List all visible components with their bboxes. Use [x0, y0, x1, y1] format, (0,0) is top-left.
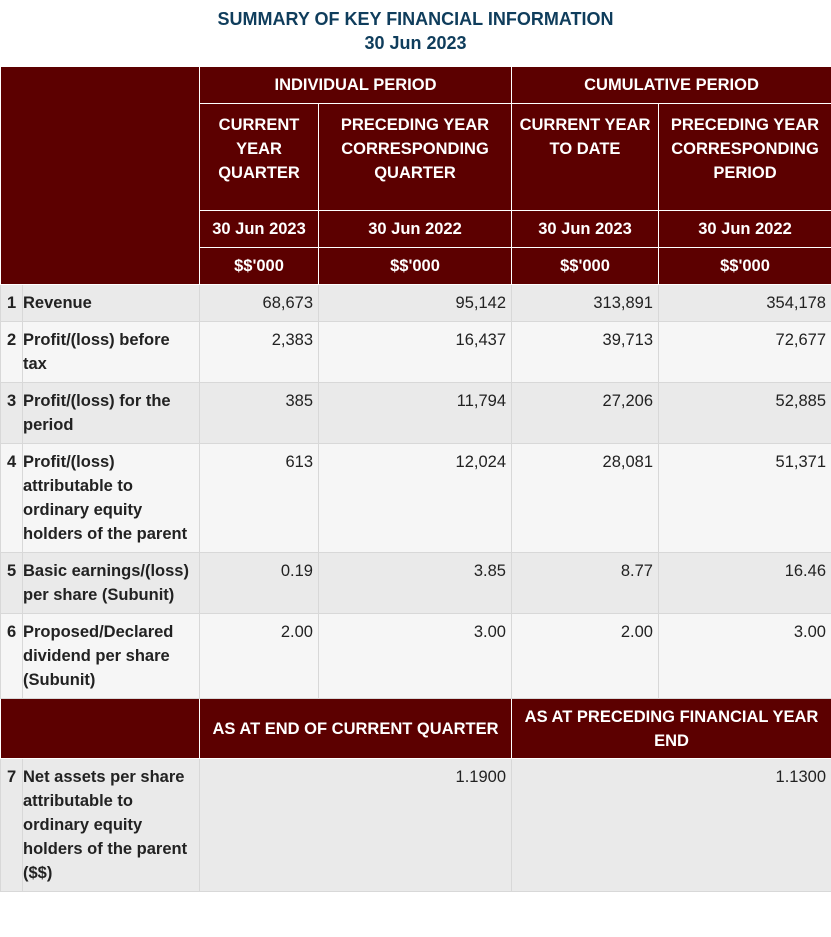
row-value: 27,206: [512, 383, 659, 444]
col-unit: $$'000: [200, 248, 319, 285]
row-value: 354,178: [659, 285, 831, 322]
col-unit: $$'000: [319, 248, 512, 285]
row-value: 11,794: [319, 383, 512, 444]
row-label: Profit/(loss) for the period: [23, 383, 200, 444]
row-value: 39,713: [512, 322, 659, 383]
row-value: 1.1300: [512, 759, 831, 892]
row-number: 1: [1, 285, 23, 322]
row-value: 52,885: [659, 383, 831, 444]
row-value: 3.85: [319, 553, 512, 614]
row-label: Basic earnings/(loss) per share (Subunit): [23, 553, 200, 614]
header-blank-cell: [1, 67, 200, 285]
col-date: 30 Jun 2022: [659, 211, 831, 248]
col-unit: $$'000: [659, 248, 831, 285]
individual-period-header: INDIVIDUAL PERIOD: [200, 67, 512, 104]
table-row: [1, 614, 831, 699]
row-value: 16.46: [659, 553, 831, 614]
col-date: 30 Jun 2023: [512, 211, 659, 248]
row-value: 12,024: [319, 444, 512, 553]
row-value: 2.00: [200, 614, 319, 699]
row-label: Profit/(loss) before tax: [23, 322, 200, 383]
report-title-text: SUMMARY OF KEY FINANCIAL INFORMATION: [217, 9, 614, 29]
as-at-header-blank-cell: [1, 699, 200, 759]
table-row: [1, 322, 831, 383]
table-row: [1, 444, 831, 553]
row-value: 28,081: [512, 444, 659, 553]
row-value: 385: [200, 383, 319, 444]
row-number: 4: [1, 444, 23, 553]
row-value: 51,371: [659, 444, 831, 553]
report-title: [0, 0, 831, 66]
row-value: 72,677: [659, 322, 831, 383]
col-header-current-year-quarter: CURRENT YEAR QUARTER: [200, 104, 319, 211]
table-row: [1, 383, 831, 444]
financial-summary-table: [0, 66, 831, 892]
row-label: Proposed/Declared dividend per share (Subunit): [23, 614, 200, 699]
row-value: 95,142: [319, 285, 512, 322]
col-header-current-year-to-date: CURRENT YEAR TO DATE: [512, 104, 659, 211]
row-value: 16,437: [319, 322, 512, 383]
row-number: 5: [1, 553, 23, 614]
col-header-preceding-year-period: PRECEDING YEAR CORRESPONDING PERIOD: [659, 104, 831, 211]
row-value: 613: [200, 444, 319, 553]
row-label: Profit/(loss) attributable to ordinary equity holders of the parent: [23, 444, 200, 553]
row-value: 3.00: [659, 614, 831, 699]
row-number: 2: [1, 322, 23, 383]
row-value: 68,673: [200, 285, 319, 322]
row-value: 2,383: [200, 322, 319, 383]
table-row: [1, 759, 831, 892]
row-value: 8.77: [512, 553, 659, 614]
row-number: 7: [1, 759, 23, 892]
as-at-end-current-quarter-header: AS AT END OF CURRENT QUARTER: [200, 699, 512, 759]
row-value: 0.19: [200, 553, 319, 614]
col-date: 30 Jun 2022: [319, 211, 512, 248]
row-value: 1.1900: [200, 759, 512, 892]
col-date: 30 Jun 2023: [200, 211, 319, 248]
as-at-preceding-fy-end-header: AS AT PRECEDING FINANCIAL YEAR END: [512, 699, 831, 759]
row-number: 3: [1, 383, 23, 444]
report-date: 30 Jun 2023: [364, 33, 467, 53]
row-label: Net assets per share attributable to ordinary equity holders of the parent ($$): [23, 759, 200, 892]
col-header-preceding-year-quarter: PRECEDING YEAR CORRESPONDING QUARTER: [319, 104, 512, 211]
table-row: [1, 553, 831, 614]
row-value: 3.00: [319, 614, 512, 699]
col-unit: $$'000: [512, 248, 659, 285]
row-number: 6: [1, 614, 23, 699]
row-value: 2.00: [512, 614, 659, 699]
row-label: Revenue: [23, 285, 200, 322]
row-value: 313,891: [512, 285, 659, 322]
cumulative-period-header: CUMULATIVE PERIOD: [512, 67, 831, 104]
table-row: [1, 285, 831, 322]
